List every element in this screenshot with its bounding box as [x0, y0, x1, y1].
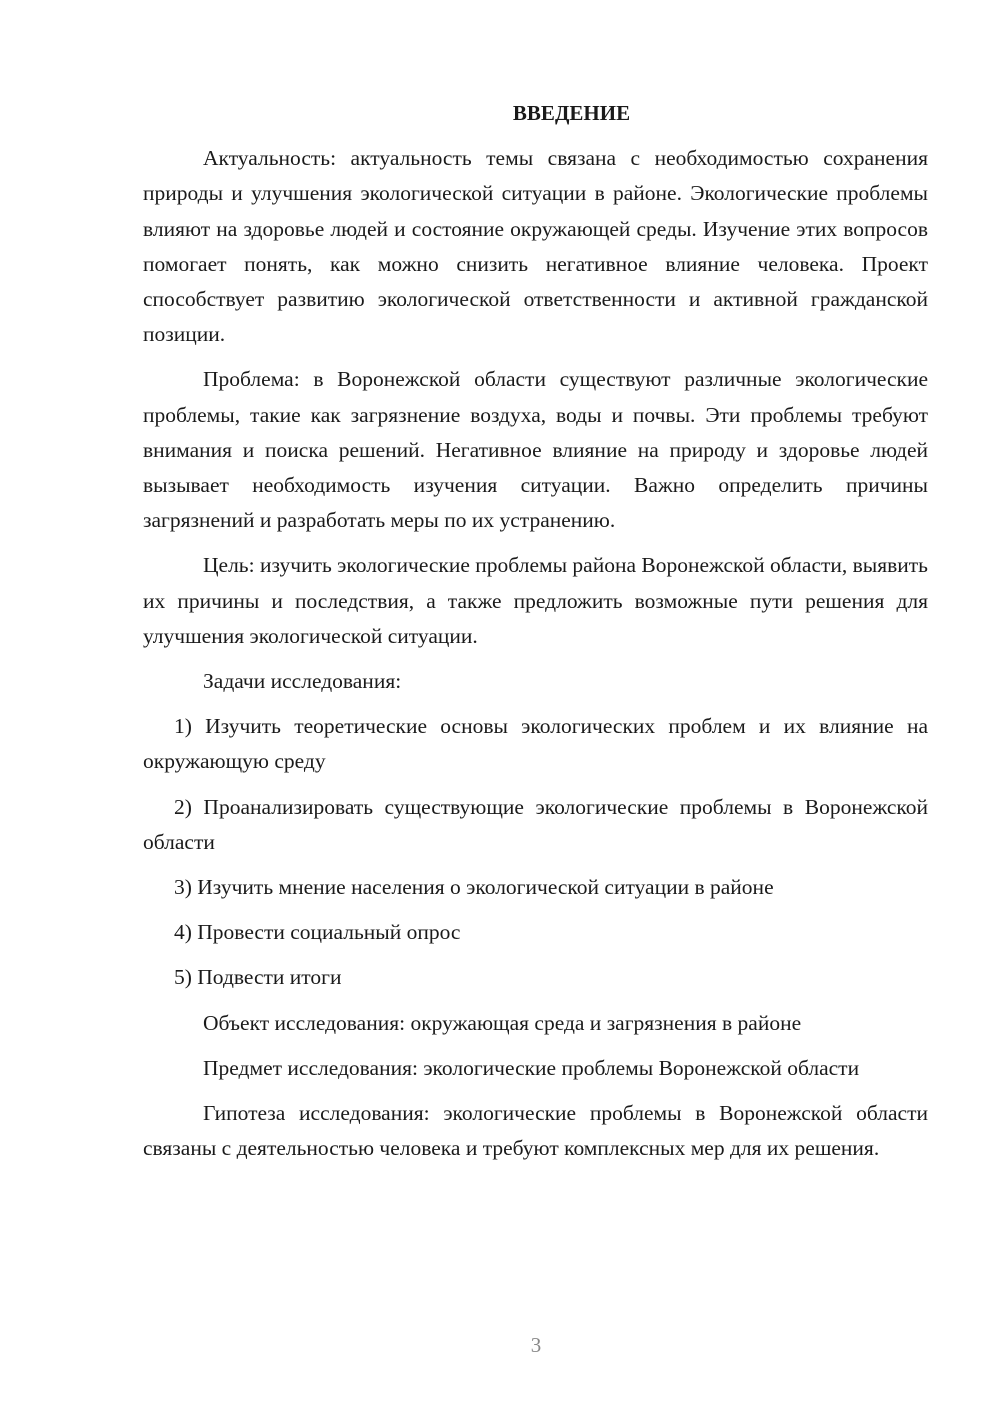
paragraph-relevance: Актуальность: актуальность темы связана с необходимостью сохранения природы и улучшения экологической ситуации в районе. Экологические проблемы влияют на здоровье людей и состояние окружающей среды. Изучение этих вопросов помогает понять, как можно снизить негативное влияние человека. Проект способствует развитию экологической ответственности и активной гражданской позиции. — [143, 146, 928, 347]
research-hypothesis: Гипотеза исследования: экологические проблемы в Воронежской области связаны с деятельностью человека и требуют комплексных мер для их решения. — [143, 1101, 928, 1161]
document-body — [143, 96, 928, 1166]
task-item: 5) Подвести итоги — [174, 965, 342, 990]
tasks-heading: Задачи исследования: — [203, 669, 402, 694]
page-title: ВВЕДЕНИЕ — [512, 101, 631, 125]
task-item: 1) Изучить теоретические основы экологических проблем и их влияние на окружающую среду — [143, 714, 928, 774]
task-item: 2) Проанализировать существующие экологические проблемы в Воронежской области — [143, 794, 928, 854]
task-item: 4) Провести социальный опрос — [174, 920, 461, 945]
research-object: Объект исследования: окружающая среда и загрязнения в районе — [203, 1010, 802, 1035]
paragraph-goal: Цель: изучить экологические проблемы района Воронежской области, выявить их причины и последствия, а также предложить возможные пути решения для улучшения экологической ситуации. — [143, 553, 928, 648]
research-subject: Предмет исследования: экологические проблемы Воронежской области — [203, 1055, 860, 1080]
task-item: 3) Изучить мнение населения о экологической ситуации в районе — [174, 875, 774, 900]
paragraph-problem: Проблема: в Воронежской области существуют различные экологические проблемы, такие как загрязнение воздуха, воды и почвы. Эти проблемы требуют внимания и поиска решений. Негативное влияние на природу и здоровье людей вызывает необходимость изучения ситуации. Важно определить причины загрязнений и разработать меры по их устранению. — [143, 367, 928, 533]
page-number: 3 — [530, 1333, 542, 1357]
